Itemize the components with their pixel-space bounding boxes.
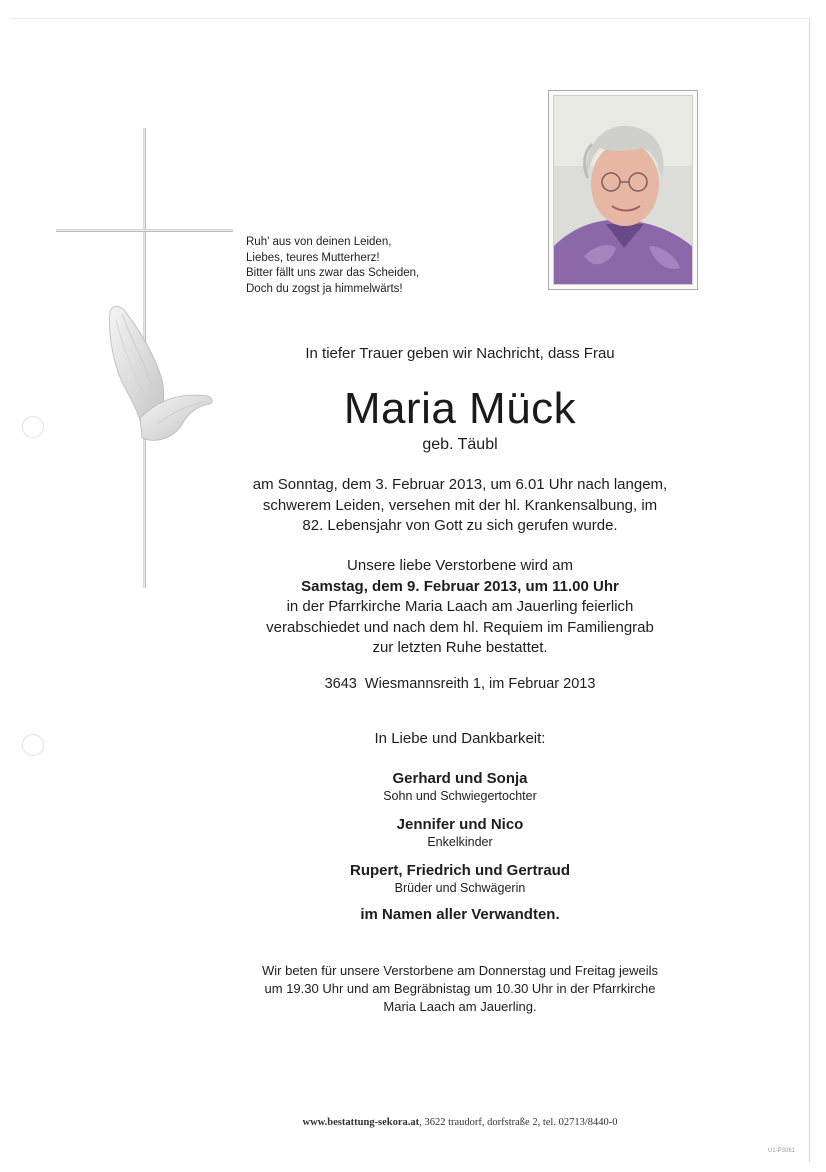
footer-address: , 3622 traudorf, dorfstraße 2, tel. 02713/8440-0	[419, 1117, 618, 1128]
punch-hole-bottom	[22, 734, 44, 756]
death-line: 82. Lebensjahr von Gott zu sich gerufen wurde.	[302, 517, 618, 534]
funeral-line: verabschiedet und nach dem hl. Requiem im Familiengrab	[266, 618, 654, 636]
funeral-date: Samstag, dem 9. Februar 2013, um 11.00 Uhr	[301, 577, 619, 595]
family-role: Enkelkinder	[427, 835, 493, 849]
punch-hole-top	[22, 416, 44, 438]
maiden-name: geb. Täubl	[422, 436, 498, 453]
prayer-line: um 19.30 Uhr und am Begräbnistag um 10.30 Uhr in der Pfarrkirche	[264, 981, 656, 996]
poem	[246, 235, 419, 297]
funeral-line: Unsere liebe Verstorbene wird am	[347, 557, 573, 574]
prayer-notice	[180, 962, 740, 1016]
poem-line: Bitter fällt uns zwar das Scheiden,	[246, 267, 420, 279]
funeral-notice	[180, 556, 740, 659]
closing-text: im Namen aller Verwandten.	[360, 906, 560, 923]
prayer-line: Maria Laach am Jauerling.	[383, 999, 537, 1014]
family-name: Jennifer und Nico	[396, 816, 524, 833]
document-code: U1-P3061	[768, 1148, 796, 1154]
death-line: schwerem Leiden, versehen mit der hl. Krankensalbung, im	[262, 496, 658, 514]
family-role: Sohn und Schwiegertochter	[383, 789, 537, 803]
portrait-photo	[548, 90, 698, 290]
family-name: Rupert, Friedrich und Gertraud	[349, 862, 571, 879]
poem-line: Doch du zogst ja himmelwärts!	[246, 282, 403, 295]
death-notice	[180, 475, 740, 537]
intro-text: In tiefer Trauer geben wir Nachricht, dass Frau	[305, 345, 615, 362]
family-role: Brüder und Schwägerin	[394, 881, 526, 895]
family-name: Gerhard und Sonja	[392, 770, 528, 787]
footer	[180, 1117, 740, 1128]
footer-url[interactable]: www.bestattung-sekora.at	[302, 1117, 420, 1128]
poem-line: Ruh' aus von deinen Leiden,	[246, 236, 392, 248]
funeral-line: in der Pfarrkirche Maria Laach am Jauerling feierlich	[286, 598, 634, 615]
deceased-name: Maria Mück	[343, 384, 577, 433]
prayer-line: Wir beten für unsere Verstorbene am Donnerstag und Freitag jeweils	[262, 963, 658, 978]
portrait-image	[554, 96, 693, 285]
poem-line: Liebes, teures Mutterherz!	[246, 251, 380, 264]
funeral-line: zur letzten Ruhe bestattet.	[372, 639, 548, 656]
thanks-heading: In Liebe und Dankbarkeit:	[374, 730, 546, 747]
place-date: 3643 Wiesmannsreith 1, im Februar 2013	[324, 676, 596, 692]
death-line: am Sonntag, dem 3. Februar 2013, um 6.01 Uhr nach langem,	[252, 476, 668, 493]
